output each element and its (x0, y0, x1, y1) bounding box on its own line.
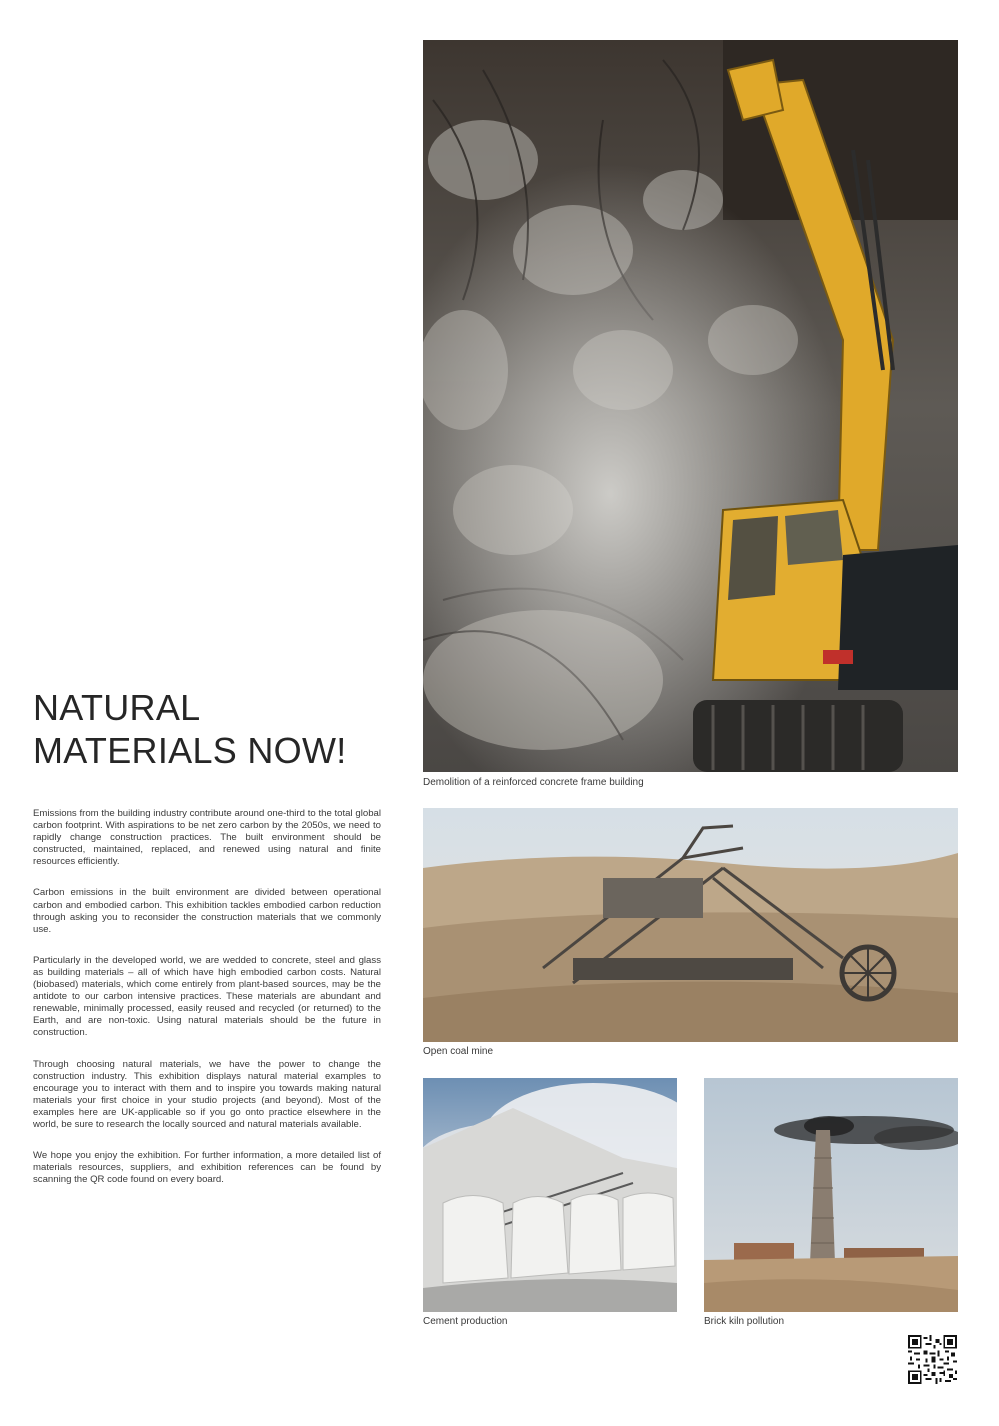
figure-caption: Brick kiln pollution (704, 1316, 785, 1327)
figure-caption: Cement production (423, 1316, 508, 1327)
paragraph: Emissions from the building industry contribute around one-third to the total global carbon footprint. With aspirations to be net zero carbon by the 2050s, we need to rapidly change construction practices. The built environment should be constructed, maintained, replaced, and renewed using natural and finite resources efficiently. (33, 808, 381, 868)
figure-caption: Demolition of a reinforced concrete frame building (423, 777, 644, 788)
coal-mine-photo (423, 808, 958, 1042)
paragraph: We hope you enjoy the exhibition. For further information, a more detailed list of materials resources, suppliers, and exhibition references can be found by scanning the QR code found on every board. (33, 1150, 381, 1186)
figure-caption: Open coal mine (423, 1046, 494, 1057)
paragraph: Particularly in the developed world, we are wedded to concrete, steel and glass as building materials – all of which have high embodied carbon costs. Natural (biobased) materials, which come entirely from plant-based sources, may be the antidote to our carbon intensive practices. These materials are abundant and renewable, minimally processed, easily reused and recycled (or returned) to the Earth, and are non-toxic. Using natural materials should be the future in construction. (33, 954, 381, 1039)
brick-kiln-photo (704, 1078, 958, 1312)
demolition-photo (423, 40, 958, 772)
paragraph: Carbon emissions in the built environment are divided between operational carbon and embodied carbon. This exhibition tackles embodied carbon reduction through asking you to reconsider the construction materials that we commonly use. (33, 887, 381, 935)
qr-code-icon (908, 1335, 957, 1384)
cement-photo (423, 1078, 677, 1312)
paragraph: Through choosing natural materials, we have the power to change the construction industry. This exhibition displays natural material examples to encourage you to interact with them and to inspire you towards making natural materials your first choice in your studio projects (and beyond). Most of the examples here are UK-applicable so if you go onto practice elsewhere in the world, be sure to research the locally sourced and natural materials available. (33, 1058, 381, 1130)
intro-text (33, 808, 381, 1205)
page-title: NATURAL MATERIALS NOW! (33, 687, 347, 771)
